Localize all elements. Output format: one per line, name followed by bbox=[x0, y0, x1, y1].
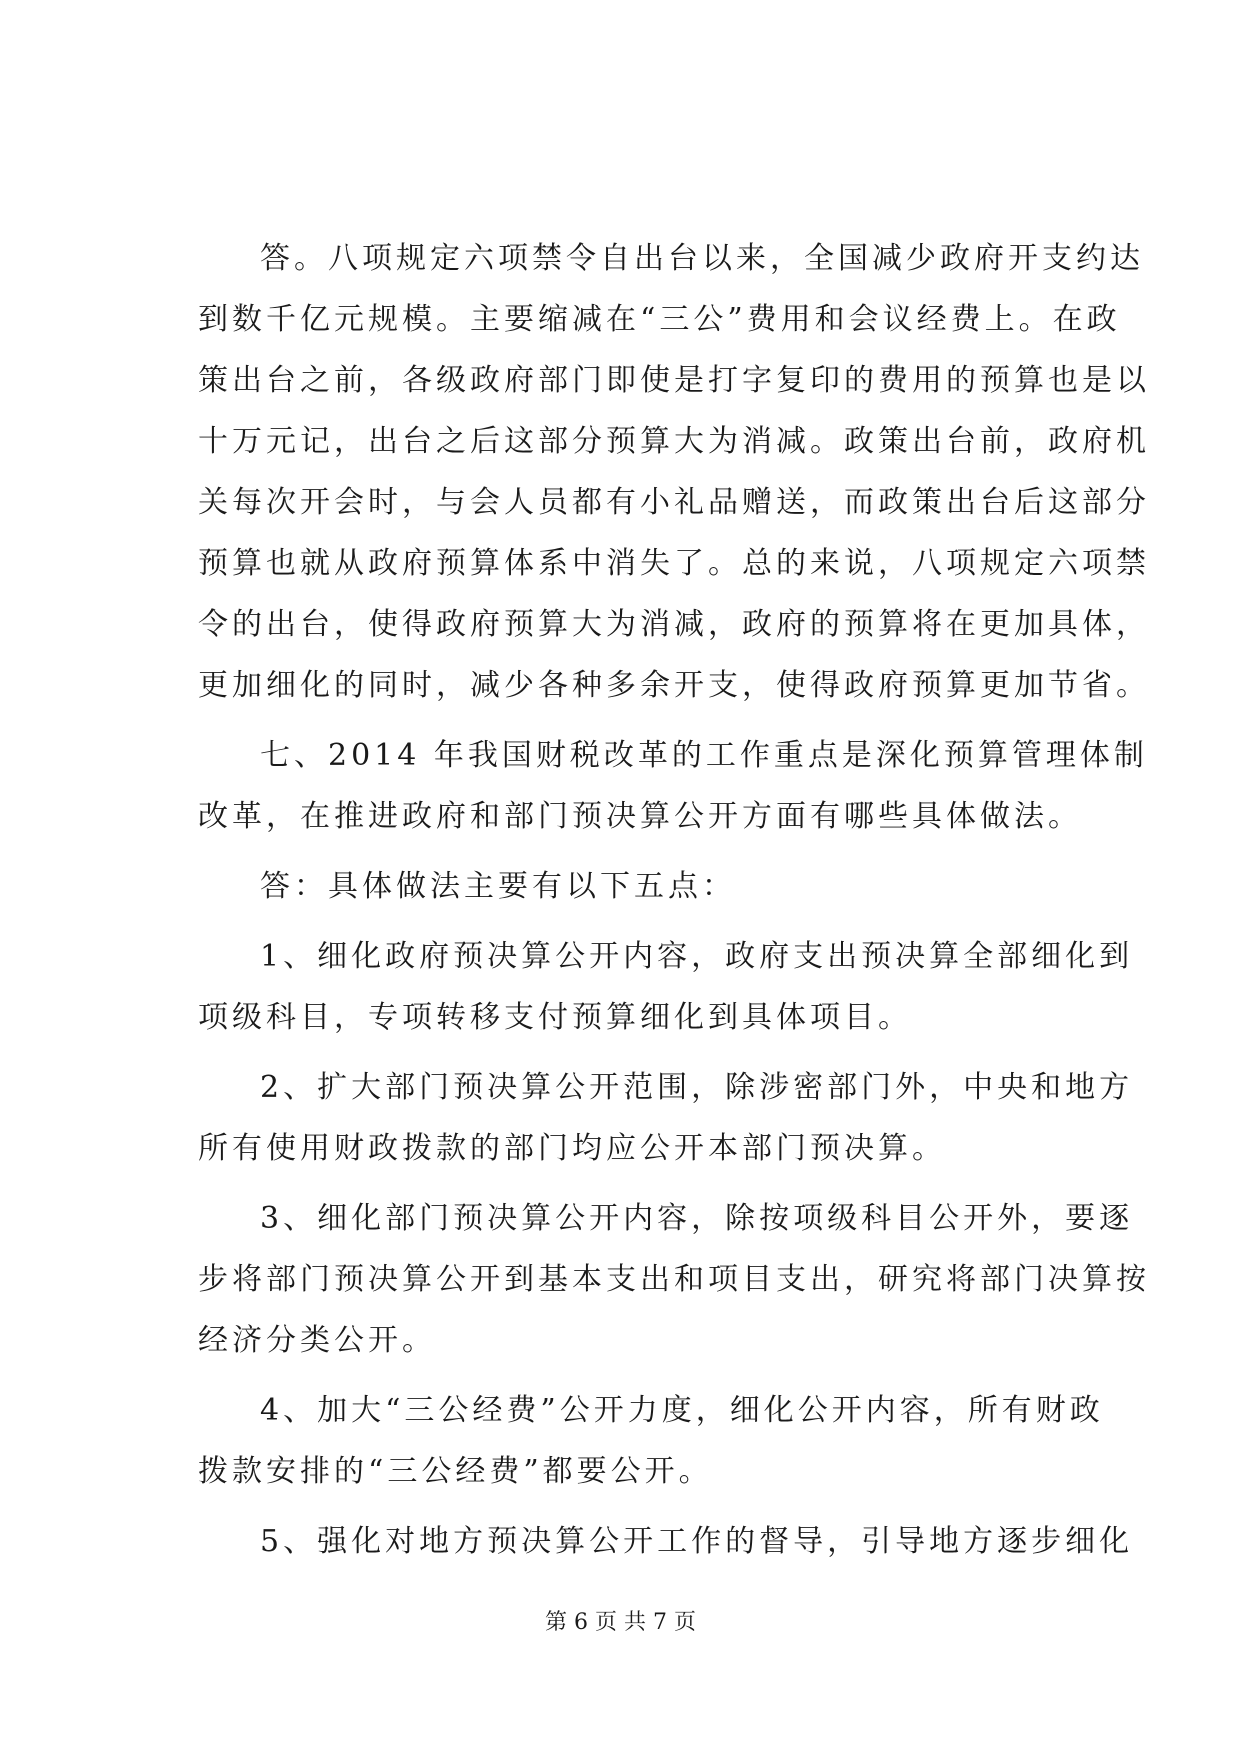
text-line: 答。八项规定六项禁令自出台以来，全国减少政府开支约达 bbox=[260, 241, 1144, 276]
paragraph-point-4 bbox=[198, 1380, 1104, 1502]
text-line: 关每次开会时，与会人员都有小礼品赠送，而政策出台后这部分 bbox=[198, 485, 1150, 520]
text-line: 七、2014 年我国财税改革的工作重点是深化预算管理体制 bbox=[260, 738, 1148, 773]
text-line: 3、细化部门预决算公开内容，除按项级科目公开外，要逐 bbox=[260, 1201, 1134, 1236]
paragraph-answer-6 bbox=[198, 228, 1150, 716]
text-line: 改革，在推进政府和部门预决算公开方面有哪些具体做法。 bbox=[198, 799, 1082, 834]
paragraph-point-5 bbox=[198, 1511, 1134, 1572]
body-text bbox=[198, 228, 1150, 1572]
text-line: 答：具体做法主要有以下五点： bbox=[260, 869, 736, 904]
paragraph-answer-7-intro bbox=[198, 856, 1078, 917]
text-line: 拨款安排的“三公经费”都要公开。 bbox=[198, 1454, 713, 1489]
text-line: 到数千亿元规模。主要缩减在“三公”费用和会议经费上。在政 bbox=[198, 302, 1121, 337]
text-line: 预算也就从政府预算体系中消失了。总的来说，八项规定六项禁 bbox=[198, 546, 1150, 581]
text-line: 策出台之前，各级政府部门即使是打字复印的费用的预算也是以 bbox=[198, 363, 1150, 398]
text-line: 经济分类公开。 bbox=[198, 1323, 436, 1358]
text-line: 4、加大“三公经费”公开力度，细化公开内容，所有财政 bbox=[260, 1393, 1104, 1428]
paragraph-point-3 bbox=[198, 1188, 1150, 1371]
page-number-footer: 第 6 页 共 7 页 bbox=[545, 1610, 696, 1635]
text-line: 2、扩大部门预决算公开范围，除涉密部门外，中央和地方 bbox=[260, 1070, 1134, 1105]
paragraph-question-7 bbox=[198, 725, 1148, 847]
paragraph-point-2 bbox=[198, 1057, 1134, 1179]
text-line: 1、细化政府预决算公开内容，政府支出预决算全部细化到 bbox=[260, 939, 1134, 974]
paragraph-point-1 bbox=[198, 926, 1134, 1048]
text-line: 十万元记，出台之后这部分预算大为消减。政策出台前，政府机 bbox=[198, 424, 1150, 459]
text-line: 所有使用财政拨款的部门均应公开本部门预决算。 bbox=[198, 1131, 946, 1166]
text-line: 项级科目，专项转移支付预算细化到具体项目。 bbox=[198, 1000, 912, 1035]
text-line: 5、强化对地方预决算公开工作的督导，引导地方逐步细化 bbox=[260, 1524, 1134, 1559]
text-line: 步将部门预决算公开到基本支出和项目支出，研究将部门决算按 bbox=[198, 1262, 1150, 1297]
text-line: 令的出台，使得政府预算大为消减，政府的预算将在更加具体， bbox=[198, 607, 1150, 642]
text-line: 更加细化的同时，减少各种多余开支，使得政府预算更加节省。 bbox=[198, 668, 1150, 703]
